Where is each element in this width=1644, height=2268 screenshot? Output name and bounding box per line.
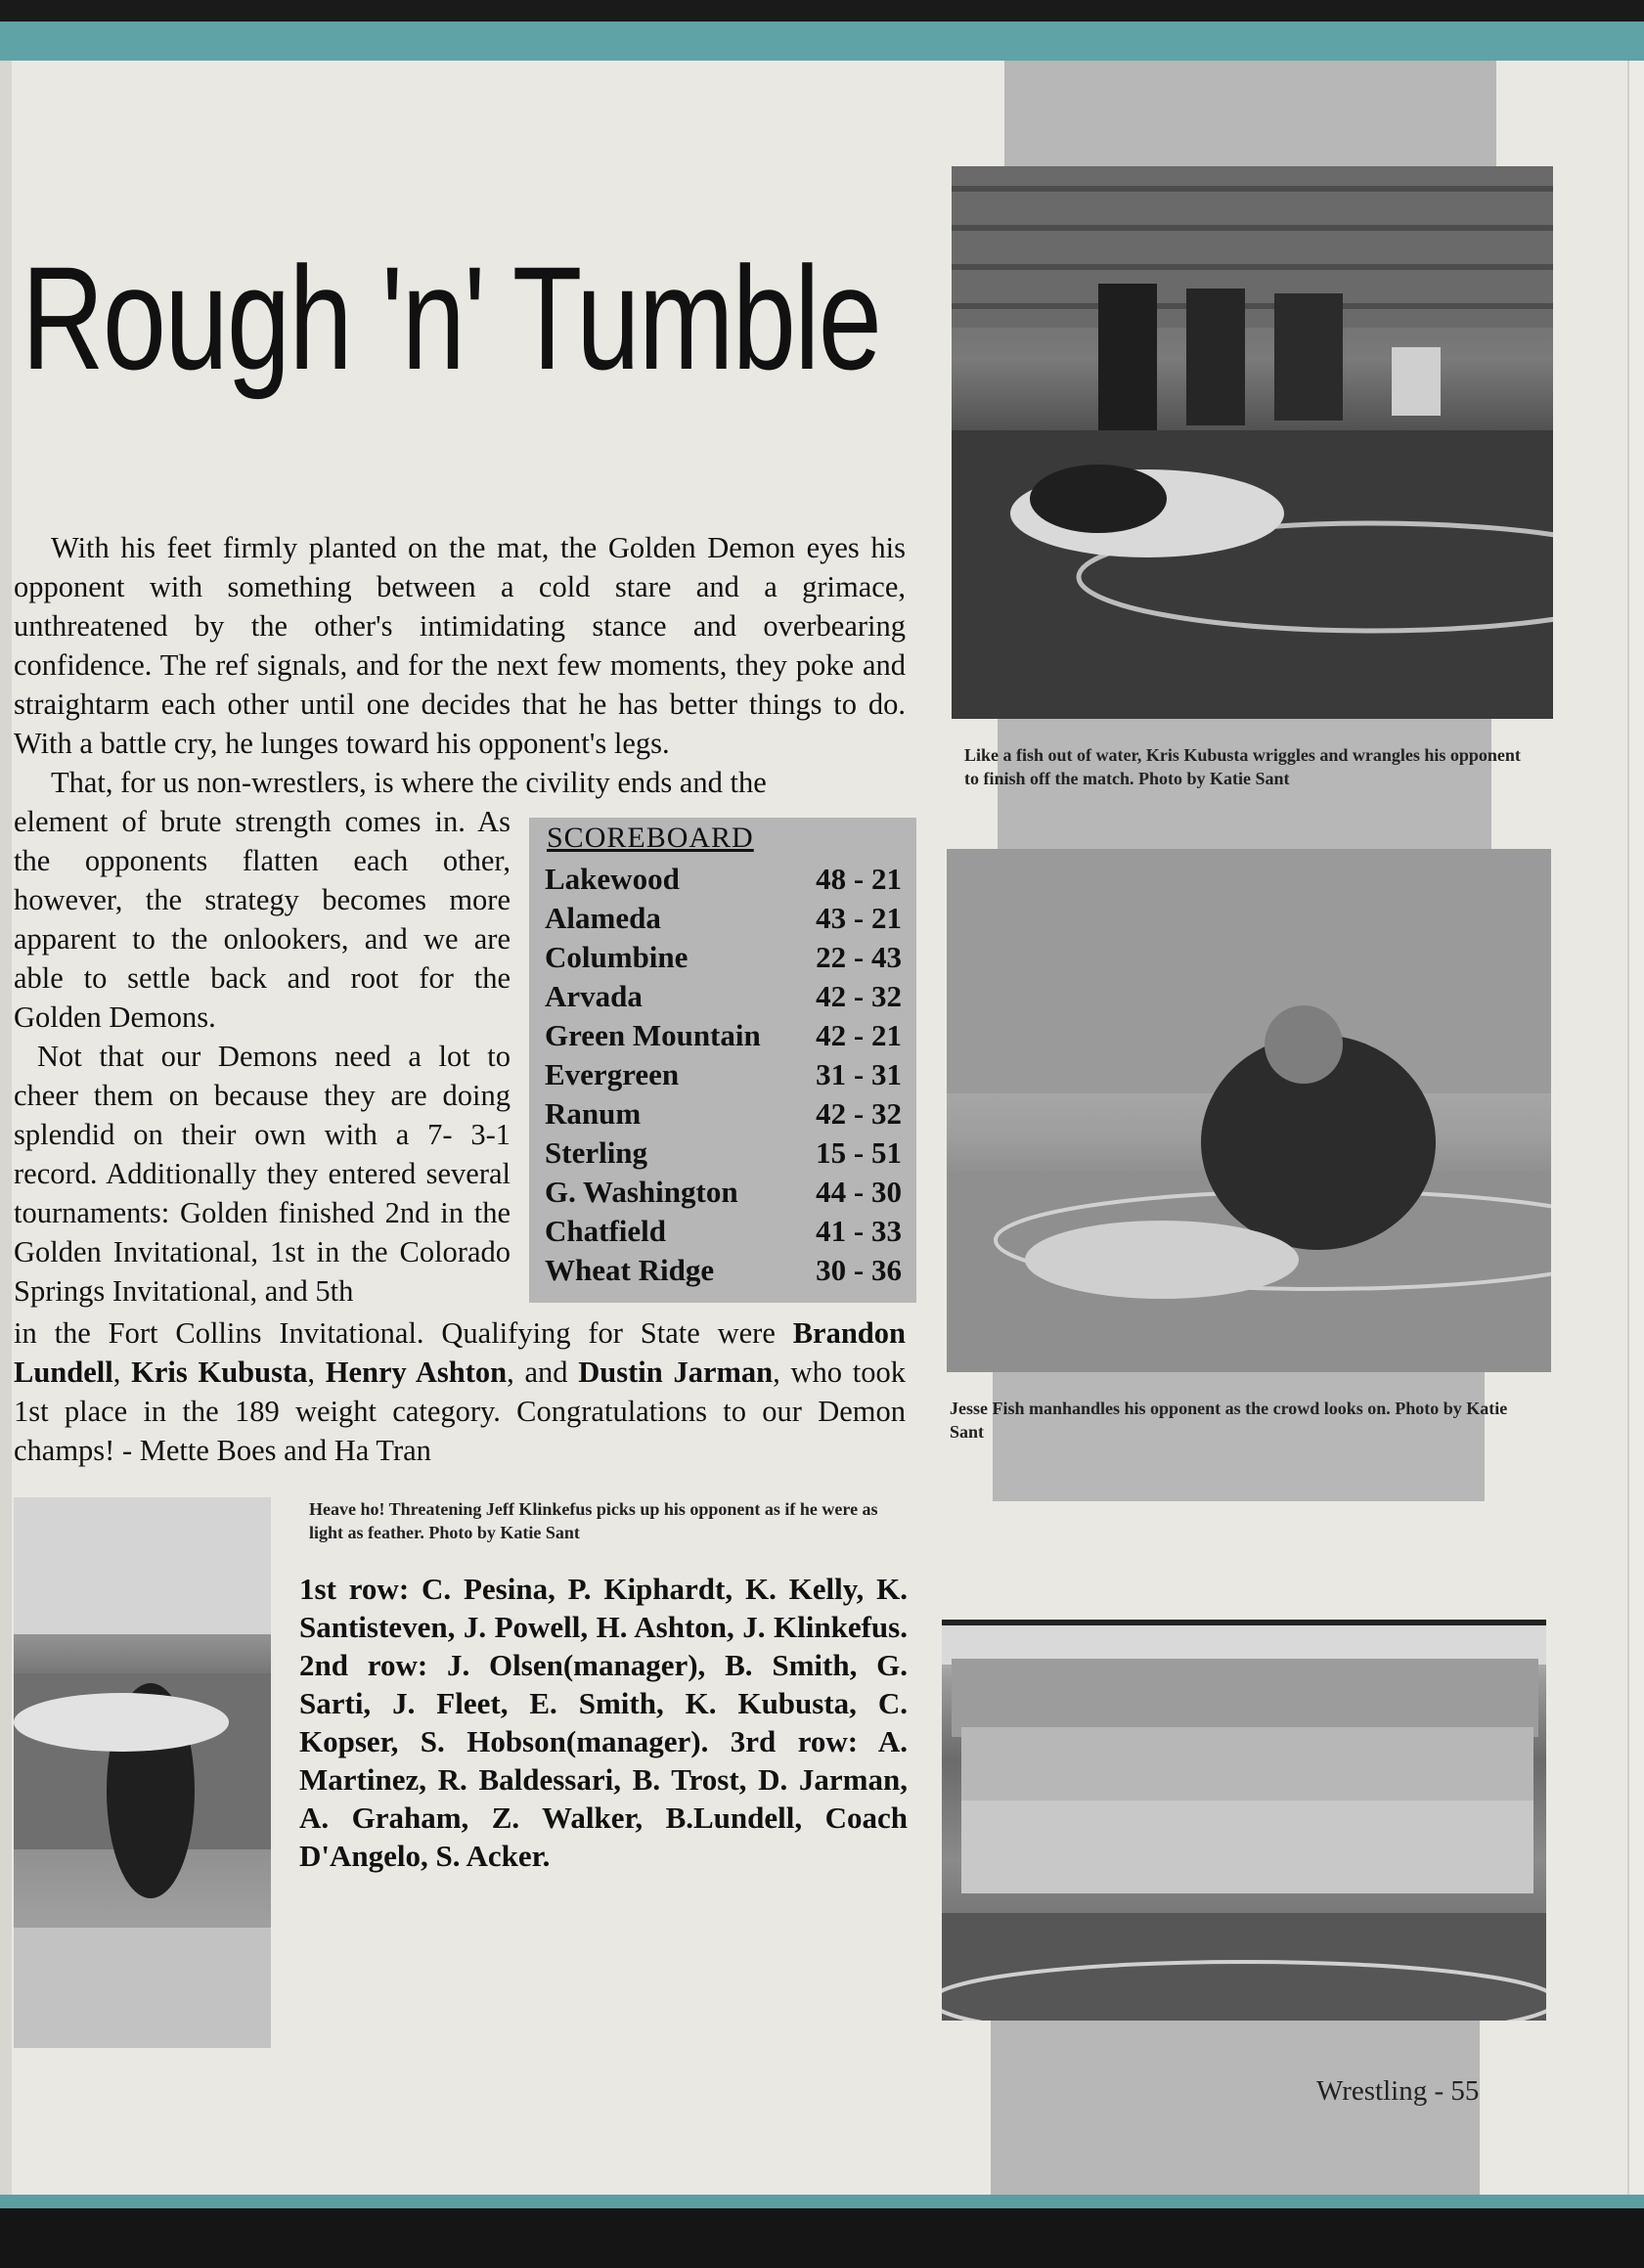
team-photo <box>942 1620 1546 2021</box>
score-row: Alameda 43 - 21 <box>545 901 902 935</box>
score-row: Sterling 15 - 51 <box>545 1135 902 1170</box>
paragraph-1: With his feet firmly planted on the mat, the Golden Demon eyes his opponent with something between a cold stare and a grimace, unthreatened by the other's intimidating stance and overbearing confidence. The ref signals, and for the next few moments, they poke and straightarm each other until one decides that he has better things to do. With a battle cry, he lunges toward his opponent's legs. <box>14 531 906 760</box>
gray-band-top <box>1004 61 1496 168</box>
wrestling-mat-photo <box>952 166 1553 719</box>
score-row: Columbine 22 - 43 <box>545 940 902 974</box>
photo-caption-3: Heave ho! Threatening Jeff Klinkefus picks up his opponent as if he were as light as feather. Photo by Katie Sant <box>309 1499 878 1542</box>
score-row: G. Washington 44 - 30 <box>545 1175 902 1209</box>
story-text-top <box>14 528 906 802</box>
jesse-fish-match-photo <box>947 849 1551 1372</box>
teal-top-edge <box>0 22 1644 61</box>
score-row: Lakewood 48 - 21 <box>545 862 902 896</box>
photo-caption-2: Jesse Fish manhandles his opponent as the crowd looks on. Photo by Katie Sant <box>950 1399 1508 1442</box>
photo-caption-1: Like a fish out of water, Kris Kubusta wriggles and wrangles his opponent to finish off the match. Photo by Katie Sant <box>964 745 1521 788</box>
page-right-edge <box>1627 61 1644 2195</box>
qualifier-name: Kris Kubusta <box>131 1356 308 1389</box>
story-text-bottom <box>14 1313 906 1470</box>
scan-top-border <box>0 0 1644 22</box>
score-row: Green Mountain 42 - 21 <box>545 1018 902 1052</box>
story-text-middle <box>14 802 511 1311</box>
qualifier-name: Henry Ashton <box>325 1356 508 1389</box>
teal-bottom-edge <box>0 2195 1644 2208</box>
jeff-klinkefus-lift-photo <box>14 1497 271 2048</box>
team-roster-caption: 1st row: C. Pesina, P. Kiphardt, K. Kelly, K. Santisteven, J. Powell, H. Ashton, J. Klinkefus. 2nd row: J. Olsen(manager), B. Smith, G. Sarti, J. Fleet, E. Smith, K. Kubusta, C. Kopser, S. Hobson(manager). 3rd row: A. Martinez, R. Baldessari, B. Trost, D. Jarman, A. Graham, Z. Walker, B.Lundell, Coach D'Angelo, S. Acker. <box>299 1572 908 1873</box>
page-left-edge <box>0 61 12 2195</box>
score-row: Evergreen 31 - 31 <box>545 1057 902 1091</box>
paragraph-2-lead: That, for us non-wrestlers, is where the civility ends and the <box>51 766 767 799</box>
scoreboard <box>529 818 916 1303</box>
gray-band-footer <box>991 2021 1480 2195</box>
score-row: Ranum 42 - 32 <box>545 1096 902 1131</box>
paragraph-2-rest: element of brute strength comes in. As the opponents flatten each other, however, the strategy becomes more apparent to the onlookers, and we are able to settle back and root for the Golden Demons. <box>14 805 511 1034</box>
page-title: Rough 'n' Tumble <box>22 236 881 400</box>
qualifier-name: Brandon Lundell <box>14 1316 906 1389</box>
scoreboard-heading: SCOREBOARD <box>547 822 754 854</box>
paragraph-3-cont: in the Fort Collins Invitational. Qualifying for State were Brandon Lundell, Kris Kubusta, Henry Ashton, and Dustin Jarman, who took 1st place in the 189 weight category. Congratulations to our Demon champs! - Mette Boes and Ha Tran <box>14 1316 907 1467</box>
score-row: Chatfield 41 - 33 <box>545 1214 902 1248</box>
score-row: Arvada 42 - 32 <box>545 979 902 1013</box>
paragraph-3: Not that our Demons need a lot to cheer them on because they are doing splendid on their own with a 7- 3-1 record. Additionally they entered several tournaments: Golden finished 2nd in the Golden Invitational, 1st in the Colorado Springs Invitational, and 5th <box>14 1040 511 1308</box>
qualifier-name: Dustin Jarman <box>578 1356 774 1389</box>
score-row: Wheat Ridge 30 - 36 <box>545 1253 902 1287</box>
page-folio: Wrestling - 55 <box>1316 2075 1480 2107</box>
